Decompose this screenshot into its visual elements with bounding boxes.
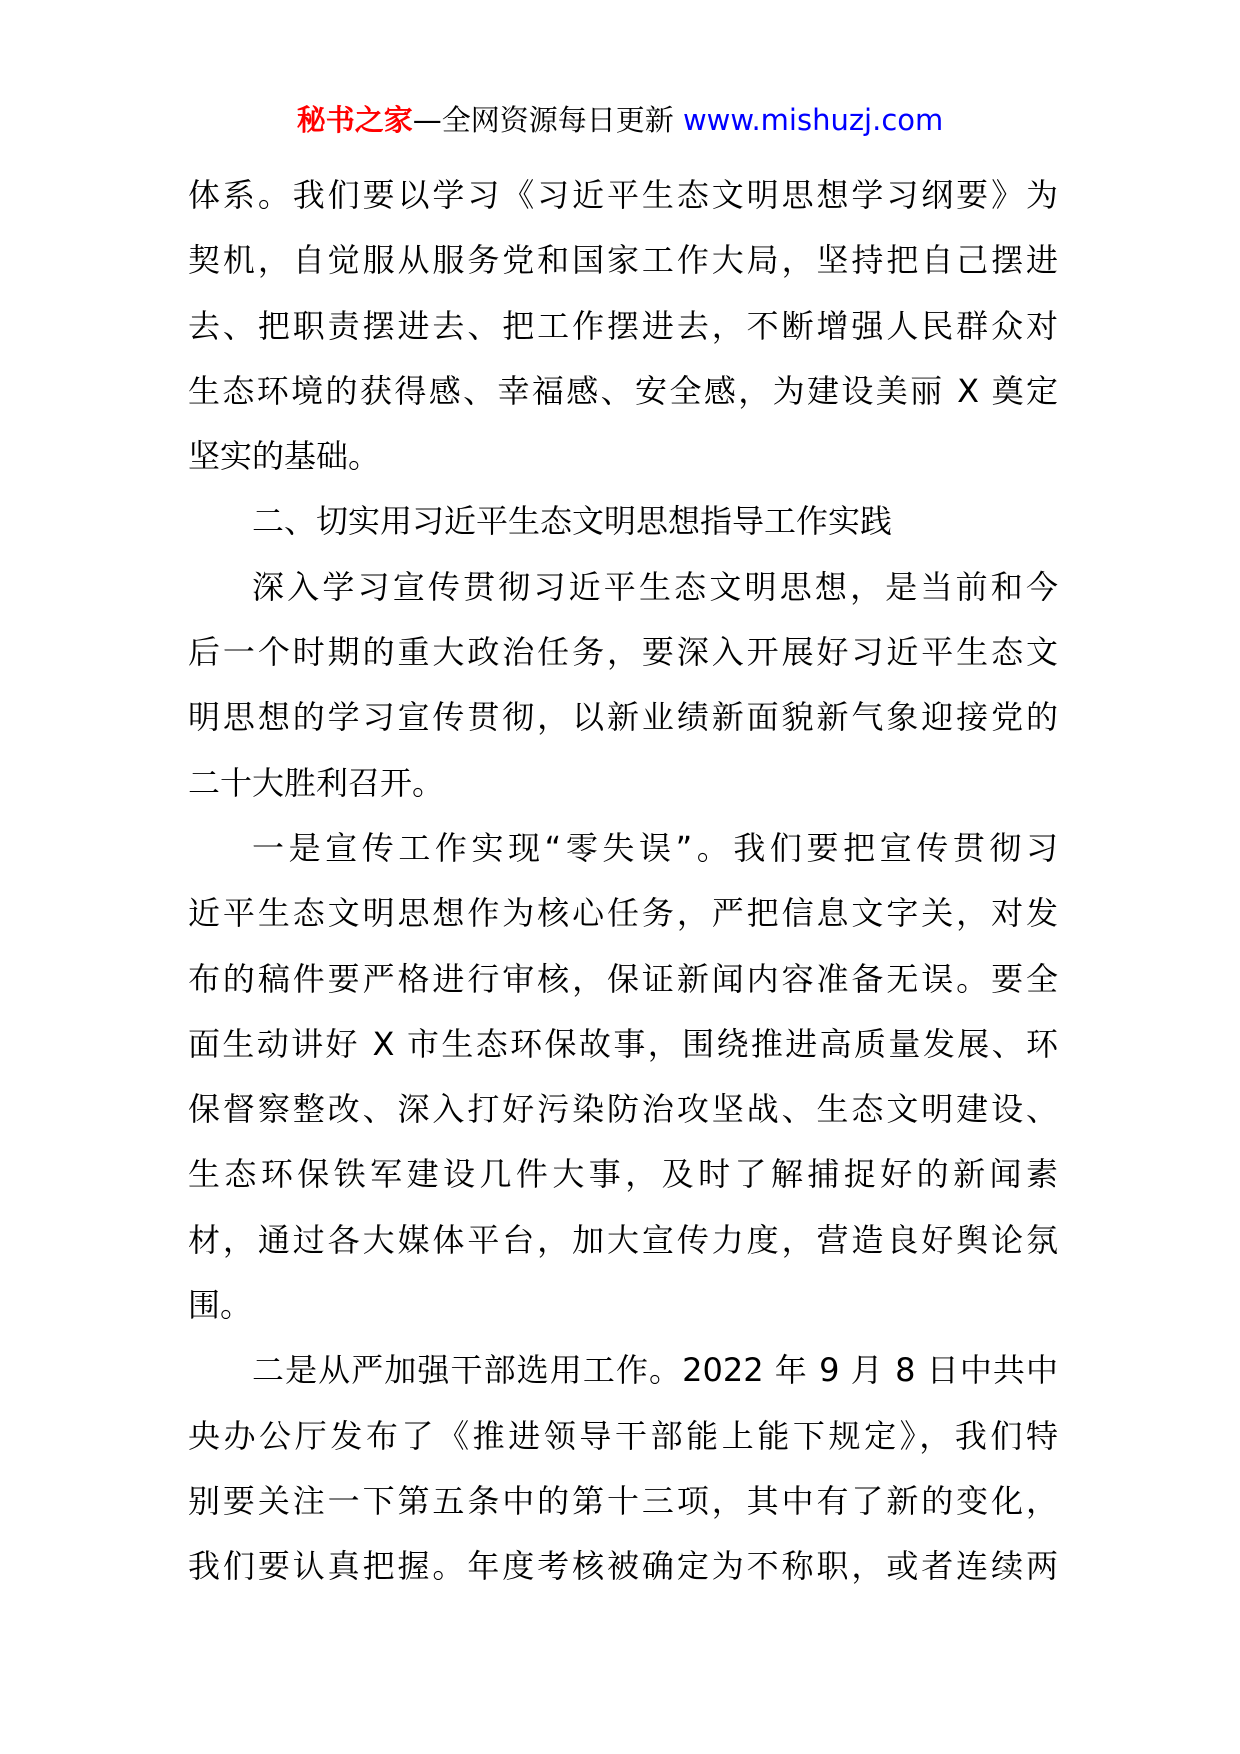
text-line: 一是宣传工作实现“零失误”。我们要把宣传贯彻习 — [252, 828, 1058, 867]
header-tagline: —全网资源每日更新 — [412, 103, 683, 137]
text-line: 生态环境的获得感、幸福感、安全感，为建设美丽 X 奠定 — [188, 371, 1058, 410]
text-line: 我们要认真把握。年度考核被确定为不称职，或者连续两 — [188, 1547, 1058, 1586]
text-line: 围。 — [188, 1286, 253, 1325]
text-line: 契机，自觉服从服务党和国家工作大局，坚持把自己摆进 — [188, 241, 1058, 280]
text-line: 深入学习宣传贯彻习近平生态文明思想，是当前和今 — [252, 567, 1058, 606]
text-line: 坚实的基础。 — [188, 437, 381, 476]
page-header — [0, 100, 1240, 140]
text-line: 生态环保铁军建设几件大事，及时了解捕捉好的新闻素 — [188, 1155, 1058, 1194]
text-line: 面生动讲好 X 市生态环保故事，围绕推进高质量发展、环 — [188, 1024, 1058, 1063]
text-line: 央办公厅发布了《推进领导干部能上能下规定》，我们特 — [188, 1416, 1058, 1455]
text-line: 明思想的学习宣传贯彻，以新业绩新面貌新气象迎接党的 — [188, 698, 1058, 737]
text-line: 后一个时期的重大政治任务，要深入开展好习近平生态文 — [188, 633, 1058, 672]
brand-name: 秘书之家 — [296, 103, 413, 137]
text-line: 体系。我们要以学习《习近平生态文明思想学习纲要》为 — [188, 176, 1058, 214]
text-line: 保督察整改、深入打好污染防治攻坚战、生态文明建设、 — [188, 1090, 1058, 1129]
text-line: 去、把职责摆进去、把工作摆进去，不断增强人民群众对 — [188, 306, 1058, 345]
text-line: 别要关注一下第五条中的第十三项，其中有了新的变化， — [188, 1481, 1058, 1520]
text-line: 二、切实用习近平生态文明思想指导工作实践 — [252, 502, 893, 541]
website-link[interactable]: www.mishuzj.com — [682, 103, 944, 137]
text-line: 近平生态文明思想作为核心任务，严把信息文字关，对发 — [188, 894, 1058, 933]
text-line: 二是从严加强干部选用工作。2022 年 9 月 8 日中共中 — [252, 1351, 1058, 1390]
document-body — [188, 163, 1058, 1600]
text-line: 布的稿件要严格进行审核，保证新闻内容准备无误。要全 — [188, 959, 1058, 998]
text-line: 二十大胜利召开。 — [188, 763, 445, 802]
text-line: 材，通过各大媒体平台，加大宣传力度，营造良好舆论氛 — [188, 1220, 1058, 1259]
